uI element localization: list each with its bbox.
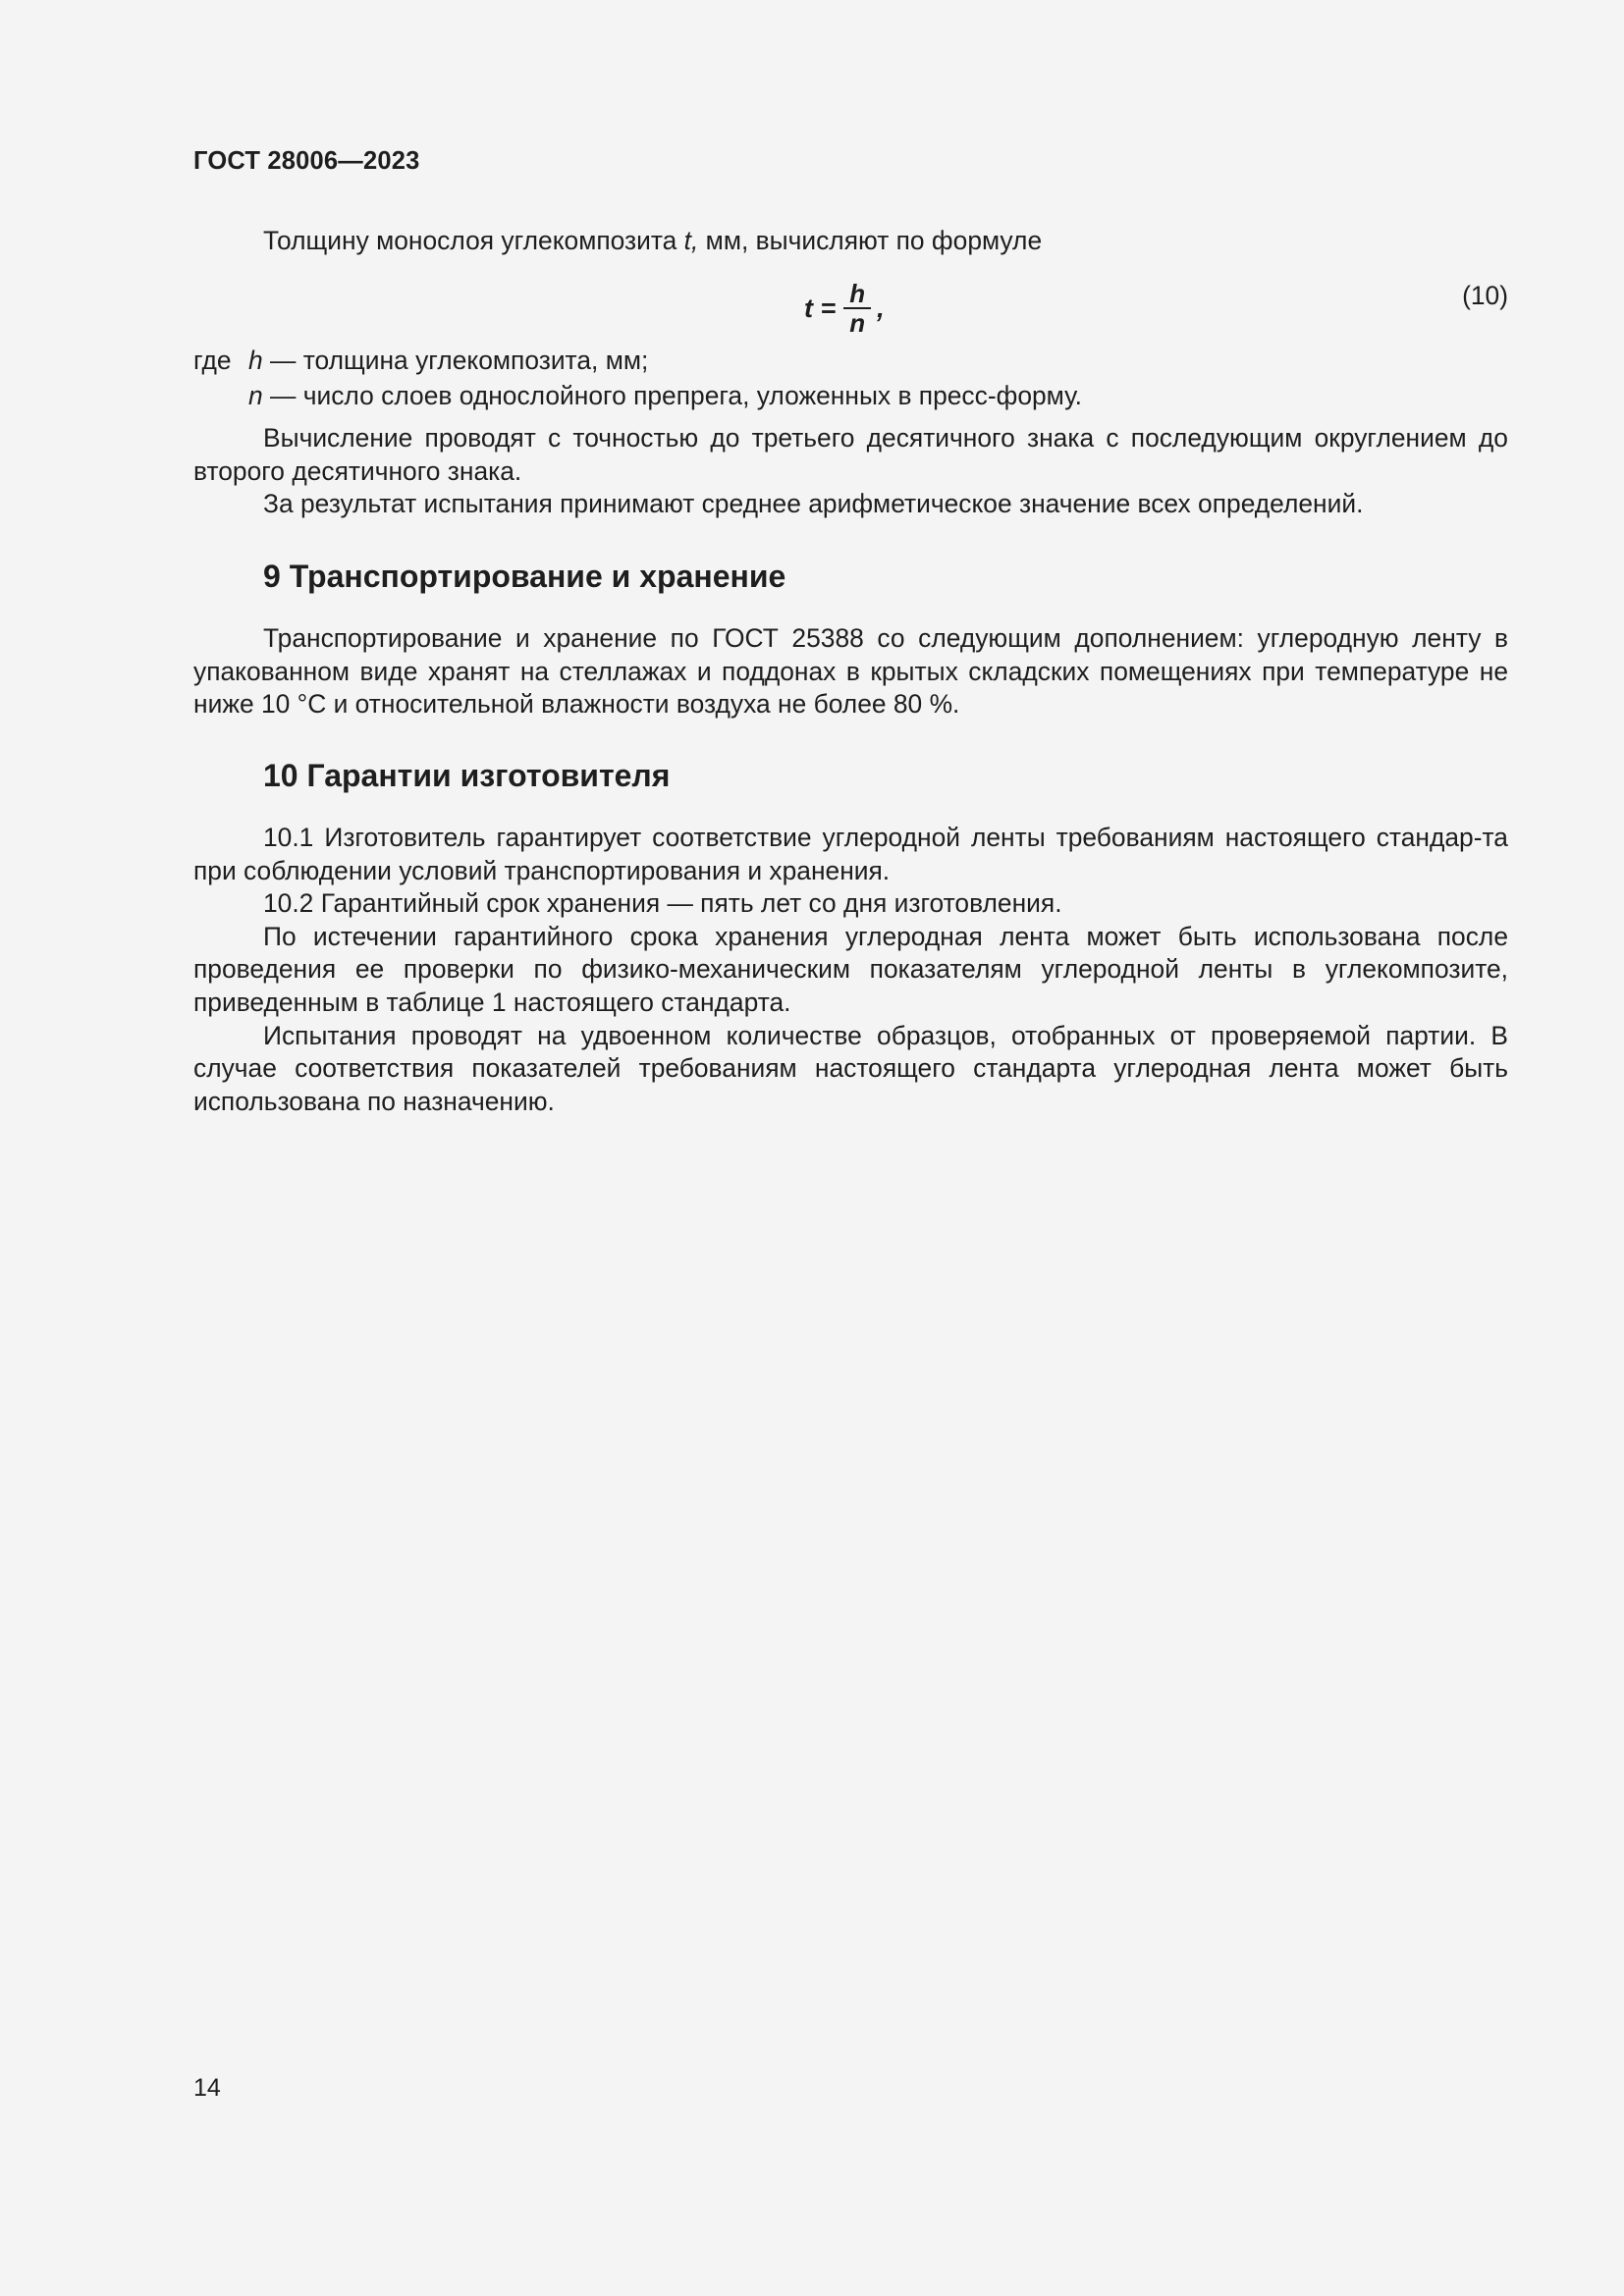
formula-row — [193, 277, 1508, 336]
section-10-paragraph-10-1: 10.1 Изготовитель гарантирует соответствие углеродной ленты требованиям настоящего стандар-та при соблюдении условий транспортирования и хранения. — [193, 823, 1508, 885]
formula-intro — [193, 225, 1508, 258]
section-9-body — [193, 622, 1508, 721]
where-text-n: — число слоев однослойного препрега, уложенных в пресс-форму. — [262, 381, 1083, 410]
section-10-paragraph-after-expiry: По истечении гарантийного срока хранения углеродная лента может быть использована после проведения ее проверки по физико-механическим показателям углеродной ленты в углекомпозите, приведенным в таблице 1 настоящего стандарта. — [193, 921, 1508, 1017]
formula-number: (10) — [1462, 281, 1508, 310]
intro-text-before: Толщину монослоя углекомпозита — [263, 226, 684, 255]
formula-fraction — [843, 281, 871, 336]
where-row-n — [193, 378, 1508, 413]
where-definition-h — [248, 343, 648, 378]
section-9-paragraph: Транспортирование и хранение по ГОСТ 25388 со следующим дополнением: углеродную ленту в упакованном виде хранят на стеллажах и поддонах в крытых складских помещениях при температуре не ниже 10 °С и относительной влажности воздуха не более 80 %. — [193, 623, 1508, 720]
section-9-title: 9 Транспортирование и хранение — [263, 559, 786, 594]
formula-lhs: t = — [804, 293, 837, 323]
formula-trailing-comma: , — [877, 293, 885, 323]
page-number: 14 — [193, 2074, 221, 2102]
where-text-h: — толщина углекомпозита, мм; — [262, 346, 649, 375]
formula — [804, 281, 885, 336]
section-10-body — [193, 822, 1508, 1118]
paragraph-result: За результат испытания принимают среднее арифметическое значение всех определений. — [263, 489, 1364, 519]
section-10-paragraph-tests: Испытания проводят на удвоенном количестве образцов, отобранных от проверяемой партии. В случае соответствия показателей требованиям настоящего стандарта углеродная лента может быть использована по назначению. — [193, 1020, 1508, 1116]
where-word: где — [193, 346, 232, 375]
paragraph-precision: Вычисление проводят с точностью до третьего десятичного знака с последующим округлением до второго десятичного знака. — [193, 423, 1508, 486]
intro-variable: t, — [683, 226, 699, 255]
where-definition-n — [248, 378, 1082, 413]
formula-numerator: h — [843, 281, 871, 309]
formula-denominator: n — [849, 308, 866, 338]
intro-text-after: мм, вычисляют по формуле — [698, 226, 1043, 255]
document-header-standard-id: ГОСТ 28006—2023 — [193, 147, 420, 175]
section-10-title: 10 Гарантии изготовителя — [263, 758, 671, 793]
where-symbol-n: n — [248, 381, 263, 410]
section8-closing-paragraphs — [193, 422, 1508, 521]
section-10-paragraph-10-2: 10.2 Гарантийный срок хранения — пять лет со дня изготовления. — [263, 888, 1062, 919]
document-page — [193, 0, 1508, 2296]
where-symbol-h: h — [248, 346, 263, 375]
formula-intro-paragraph — [193, 225, 1508, 258]
where-row-h — [193, 343, 1508, 378]
where-explanation — [193, 343, 1508, 413]
